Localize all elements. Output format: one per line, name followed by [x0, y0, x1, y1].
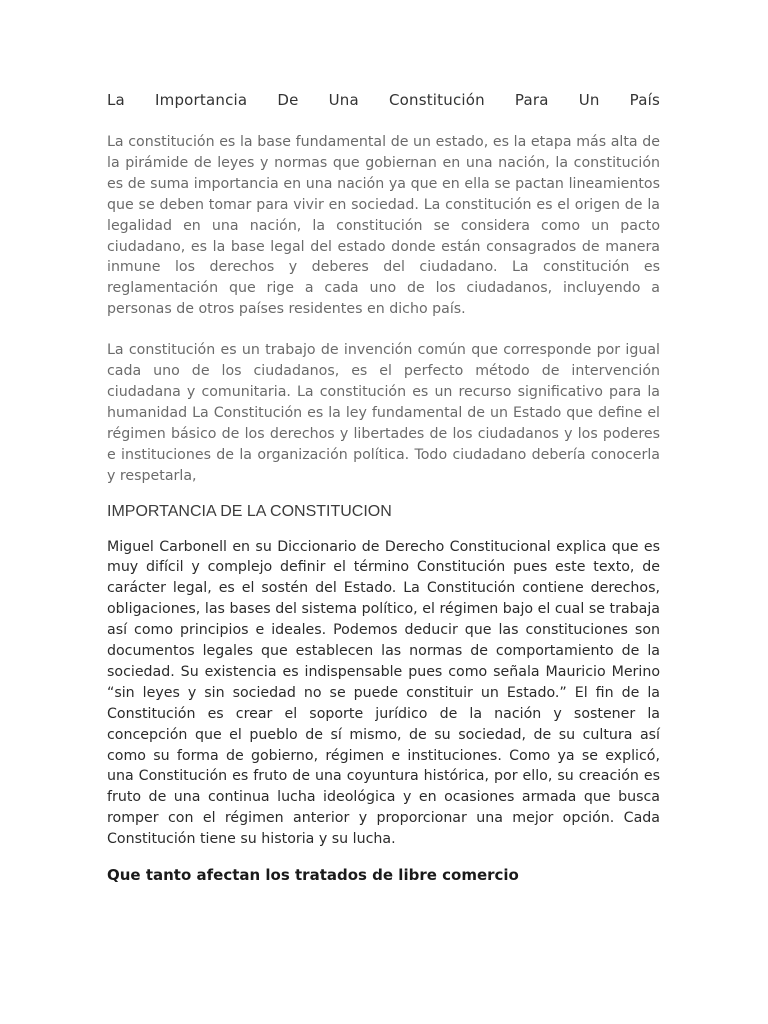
section-heading: IMPORTANCIA DE LA CONSTITUCION	[107, 502, 392, 520]
document-title: La Importancia De Una Constitución Para Un País	[107, 91, 660, 109]
document-page	[107, 88, 660, 886]
paragraph-carbonell: Miguel Carbonell en su Diccionario de Derecho Constitucional explica que es muy difícil y complejo definir el término Constitución pues este texto, de carácter legal, es el sostén del Estado. La Constitución contiene derechos, obligaciones, las bases del sistema político, el régimen bajo el cual se trabaja así como principios e ideales. Podemos deducir que las constituciones son documentos legales que establecen las normas de comportamiento de la sociedad. Su existencia es indispensable pues como señala Mauricio Merino “sin leyes y sin sociedad no se puede constituir un Estado.” El fin de la Constitución es crear el soporte jurídico de la nación y sostener la concepción que el pueblo de sí mismo, de su sociedad, de su cultura así como su forma de gobierno, régimen e instituciones. Como ya se explicó, una Constitución es fruto de una coyuntura histórica, por ello, su creación es fruto de una continua lucha ideológica y en ocasiones armada que busca romper con el régimen anterior y proporcionar una mejor opción. Cada Constitución tiene su historia y su lucha.	[107, 538, 660, 848]
paragraph-invention: La constitución es un trabajo de invención común que corresponde por igual cada uno de los ciudadanos, es el perfecto método de intervención ciudadana y comunitaria. La constitución es un recurso significativo para la humanidad La Constitución es la ley fundamental de un Estado que define el régimen básico de los derechos y libertades de los ciudadanos y los poderes e instituciones de la organización política. Todo ciudadano debería conocerla y respetarla,	[107, 342, 660, 484]
paragraph-intro: La constitución es la base fundamental de un estado, es la etapa más alta de la pirámide de leyes y normas que gobiernan en una nación, la constitución es de suma importancia en una nación ya que en ella se pactan lineamientos que se deben tomar para vivir en sociedad. La constitución es el origen de la legalidad en una nación, la constitución se considera como un pacto ciudadano, es la base legal del estado donde están consagrados de manera inmune los derechos y deberes del ciudadano. La constitución es reglamentación que rige a cada uno de los ciudadanos, incluyendo a personas de otros países residentes en dicho país.	[107, 134, 660, 318]
bold-section-heading: Que tanto afectan los tratados de libre comercio	[107, 866, 519, 885]
